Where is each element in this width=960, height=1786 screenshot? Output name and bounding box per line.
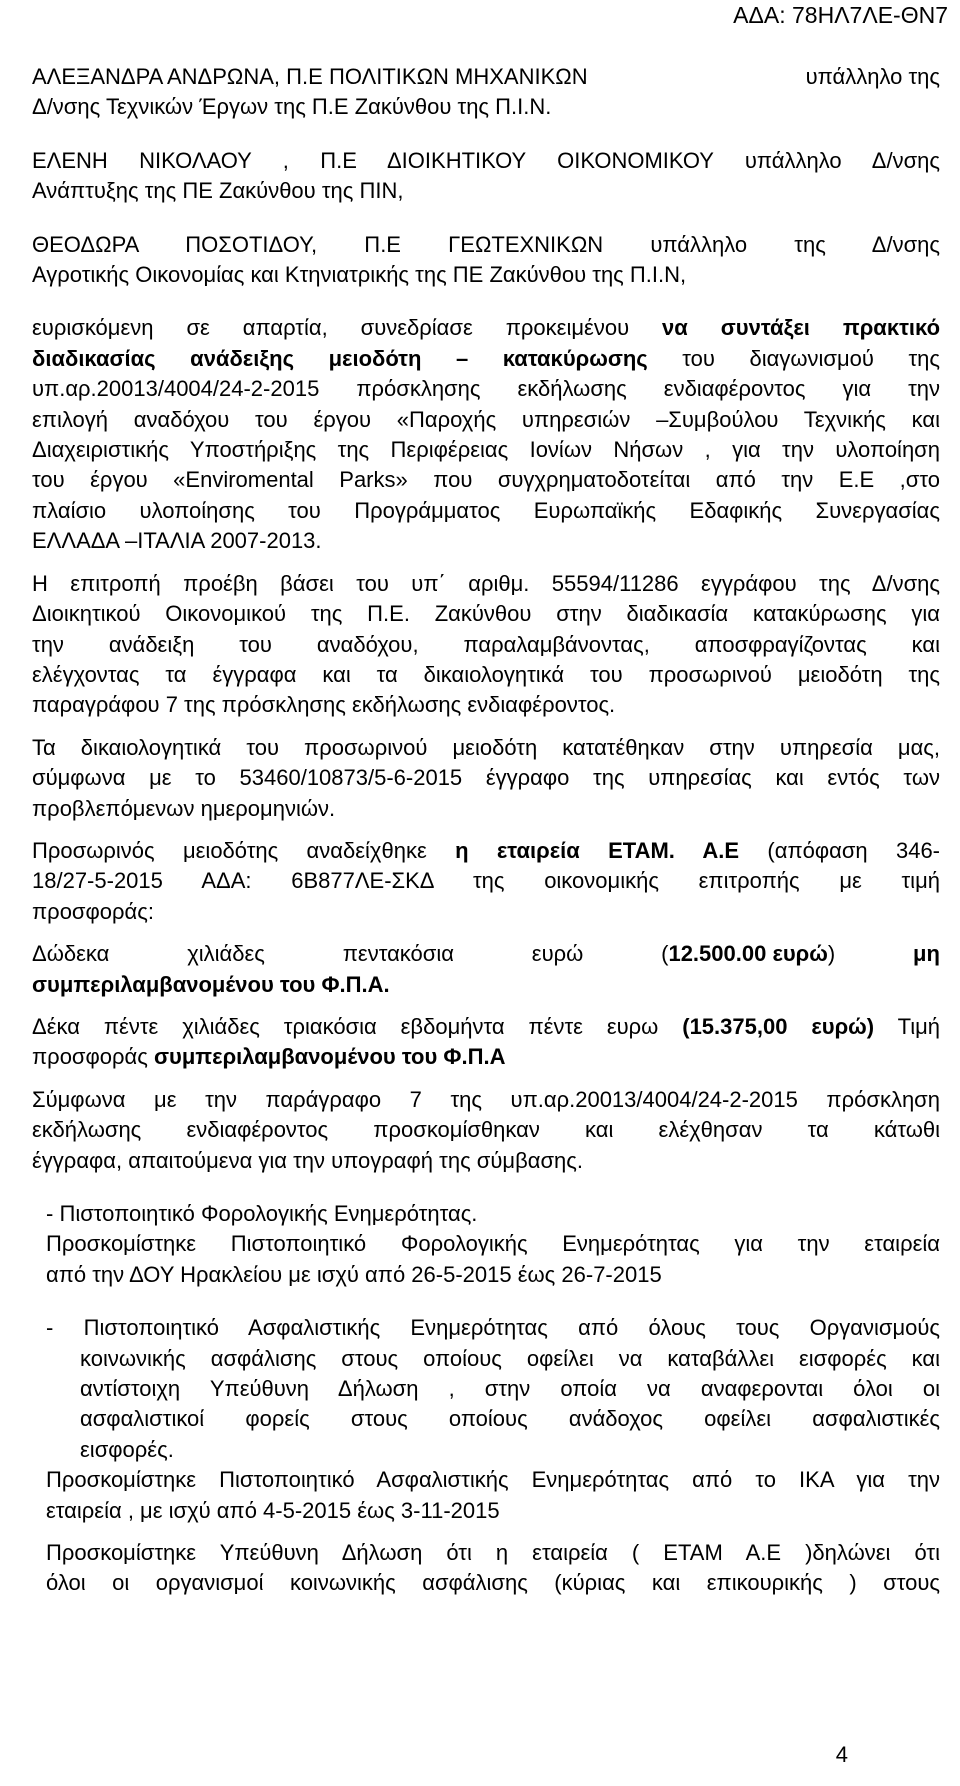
paragraph-amount: Δώδεκα χιλιάδες πεντακόσια ευρώ (12.500.00 ευρώ) μη συμπεριλαμβανομένου του Φ.Π.Α. — [32, 941, 940, 997]
list-item-solemn-declaration: Προσκομίστηκε Υπεύθυνη Δήλωση ότι η εταιρεία ( ΕΤΑΜ Α.Ε )δηλώνει ότι όλοι οι οργανισμοί κοινωνικής ασφάλισης (κύριας και επικουρικής ) στους — [46, 1540, 940, 1596]
member-1-role: υπάλληλο της — [805, 64, 940, 89]
member-3-line-2: Αγροτικής Οικονομίας και Κτηνιατρικής της ΠΕ Ζακύνθου της Π.Ι.Ν, — [32, 262, 687, 288]
member-3-line-1: ΘΕΟΔΩΡΑ ΠΟΣΟΤΙΔΟΥ, Π.Ε ΓΕΩΤΕΧΝΙΚΩΝ υπάλληλο της Δ/νσης — [32, 231, 940, 257]
document-body — [32, 62, 940, 1599]
paragraph-documents: Τα δικαιολογητικά του προσωρινού μειοδότη κατατέθηκαν στην υπηρεσία μας, σύμφωνα με το 53460/10873/5-6-2015 έγγραφο της υπηρεσίας και εντός των προβλεπόμενων ημερομηνιών. — [32, 734, 940, 821]
paragraph-session: ευρισκόμενη σε απαρτία, συνεδρίασε προκειμένου να συντάξει πρακτικό διαδικασίας ανάδειξης μειοδότη – κατακύρωσης του διαγωνισμού της υπ.αρ.20013/4004/24-2-2015 πρόσκλησης εκδήλωσης ενδιαφέροντος για την επιλογή αναδόχου του έργου «Παροχής υπηρεσιών –Συμβούλου Τεχνικής και Διαχειριστικής Υποστήριξης της Περιφέρειας Ιονίων Νήσων , για την υλοποίηση του έργου «Enviromental Parks» που συγχρηματοδοτείται από την Ε.Ε ,στο πλαίσιο υλοποίησης του Προγράμματος Ευρωπαϊκής Εδαφικής Συνεργασίας ΕΛΛΑΔΑ –ΙΤΑΛΙΑ 2007-2013. — [32, 315, 941, 554]
member-1-line-2: Δ/νσης Τεχνικών Έργων της Π.Ε Ζακύνθου της Π.Ι.Ν. — [32, 94, 552, 120]
ada-code: ΑΔΑ: 78ΗΛ7ΛΕ-ΘΝ7 — [733, 2, 948, 28]
paragraph-provisional-bidder: Προσωρινός μειοδότης αναδείχθηκε η εταιρεία ΕΤΑΜ. Α.Ε (απόφαση 346- 18/27-5-2015 ΑΔΑ: 6Β877ΛΕ-ΣΚΔ της οικονομικής επιτροπής με τιμή προσφοράς: — [32, 837, 941, 924]
page-number: 4 — [835, 1742, 848, 1767]
member-2 — [32, 146, 940, 207]
list-item-insurance-certificate: - Πιστοποιητικό Ασφαλιστικής Ενημερότητας από όλους τους Οργανισμούς κοινωνικής ασφάλισης στους οποίους οφείλει να καταβάλλει εισφορές και αντίστοιχη Υπεύθυνη Δήλωση , στην οποία να αναφερονται όλοι οι ασφαλιστικοί φορείς στους οποίους ανάδοχος οφείλει ασφαλιστικές εισφορές. Προσκομίστηκε Πιστοποιητικό Ασφαλιστικής Ενημερότητας από το ΙΚΑ για την εταιρεία , με ισχύ από 4-5-2015 έως 3-11-2015 — [46, 1315, 940, 1523]
member-1-line-1: ΑΛΕΞΑΝΔΡΑ ΑΝΔΡΩΝΑ, Π.Ε ΠΟΛΙΤΙΚΩΝ ΜΗΧΑΝΙΚΩΝ — [32, 64, 588, 89]
list-item-tax-certificate: - Πιστοποιητικό Φορολογικής Ενημερότητας. Προσκομίστηκε Πιστοποιητικό Φορολογικής Ενημερότητας για την εταιρεία από την ΔΟΥ Ηρακλείου με ισχύ από 26-5-2015 έως 26-7-2015 — [46, 1201, 940, 1287]
paragraph-procedure: Η επιτροπή προέβη βάσει του υπ΄ αριθμ. 55594/11286 εγγράφου της Δ/νσης Διοικητικού Οικονομικού της Π.Ε. Ζακύνθου στην διαδικασία κατακύρωσης για την ανάδειξη του αναδόχου, παραλαμβάνοντας, αποσφραγίζοντας και ελέγχοντας τα έγγραφα και τα δικαιολογητικά του προσωρινού μειοδότη της παραγράφου 7 της πρόσκλησης εκδήλωσης ενδιαφέροντος. — [32, 570, 940, 718]
member-2-line-1: ΕΛΕΝΗ ΝΙΚΟΛΑΟΥ , Π.Ε ΔΙΟΙΚΗΤΙΚΟΥ ΟΙΚΟΝΟΜΙΚΟΥ υπάλληλο Δ/νσης — [32, 147, 940, 173]
paragraph-amount-vat: Δέκα πέντε χιλιάδες τριακόσια εβδομήντα πέντε ευρω (15.375,00 ευρώ) Τιμή προσφοράς συμπεριλαμβανομένου του Φ.Π.Α — [32, 1013, 941, 1070]
paragraph-invitation: Σύμφωνα με την παράγραφο 7 της υπ.αρ.20013/4004/24-2-2015 πρόσκληση εκδήλωσης ενδιαφέροντος προσκομίσθηκαν και ελέχθησαν τα κάτωθι έγγραφα, απαιτούμενα για την υπογραφή της σύμβασης. — [32, 1086, 940, 1173]
member-2-line-2: Ανάπτυξης της ΠΕ Ζακύνθου της ΠΙΝ, — [32, 178, 404, 204]
member-3 — [32, 230, 940, 291]
member-1 — [32, 62, 940, 123]
